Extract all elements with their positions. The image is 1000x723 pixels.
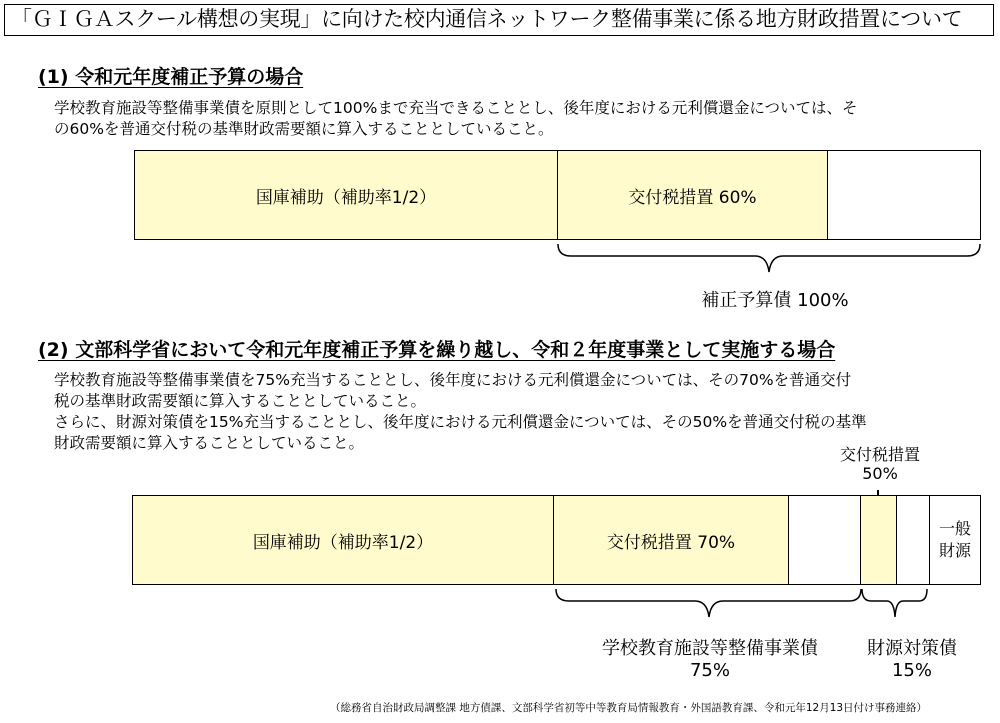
section1-brace xyxy=(557,242,981,278)
section2-brace2-label-line2: 15% xyxy=(891,660,932,681)
section2-callout-line1: 交付税措置 xyxy=(839,445,920,464)
section1-funding-bar xyxy=(134,150,981,240)
general-revenue-line1: 一般 xyxy=(938,519,971,538)
section1-brace-label: 補正予算債 100% xyxy=(701,290,849,311)
section2-brace2-label-line1: 財源対策債 xyxy=(867,638,957,659)
section2-paragraph-line1: 学校教育施設等整備事業債を75%充当することとし、後年度における元利償還金については、その70%を普通交付 xyxy=(54,371,852,389)
section2-paragraph-line4: 財政需要額に算入することとしていること。 xyxy=(54,434,365,452)
section1-seg-tax-allocation: 交付税措置 60% xyxy=(558,151,828,239)
section2-seg-tax-allocation-50 xyxy=(861,496,897,584)
section2-seg-blank-small xyxy=(897,496,930,584)
section2-seg-tax-allocation: 交付税措置 70% xyxy=(554,496,789,584)
section2-seg-national-subsidy: 国庫補助（補助率1/2） xyxy=(133,496,554,584)
section1-seg-national-subsidy: 国庫補助（補助率1/2） xyxy=(135,151,558,239)
section1-seg-remainder xyxy=(828,151,980,239)
section2-callout-line2: 50% xyxy=(862,464,898,483)
section2-funding-bar xyxy=(132,495,981,585)
section2-brace1-label-line2: 75% xyxy=(689,660,730,681)
section2-seg-blank xyxy=(789,496,861,584)
section2-paragraph-line3: さらに、財源対策債を15%充当することとし、後年度における元利償還金については、その50%を普通交付税の基準 xyxy=(54,413,867,431)
section1-paragraph-line2: の60%を普通交付税の基準財政需要額に算入することとしていること。 xyxy=(54,120,554,138)
section2-brace-1 xyxy=(555,587,865,623)
page-title: 「ＧＩＧＡスクール構想の実現」に向けた校内通信ネットワーク整備事業に係る地方財政措置について xyxy=(4,4,994,36)
section2-paragraph-line2: 税の基準財政需要額に算入することとしていること。 xyxy=(54,392,427,410)
section2-seg-general-revenue xyxy=(930,496,980,584)
section2-brace-2 xyxy=(861,587,931,623)
general-revenue-line2: 財源 xyxy=(938,541,971,560)
footnote: （総務省自治財政局調整課 地方債課、文部科学省初等中等教育局情報教育・外国語教育課、令和元年12月13日付け事務連絡） xyxy=(330,702,928,714)
section1-paragraph-line1: 学校教育施設等整備事業債を原則として100%まで充当できることとし、後年度における元利償還金については、そ xyxy=(54,99,858,117)
section2-heading: (2) 文部科学省において令和元年度補正予算を繰り越し、令和２年度事業として実施する場合 xyxy=(38,339,836,361)
section1-heading: (1) 令和元年度補正予算の場合 xyxy=(38,66,304,88)
section2-brace1-label-line1: 学校教育施設等整備事業債 xyxy=(602,638,818,659)
